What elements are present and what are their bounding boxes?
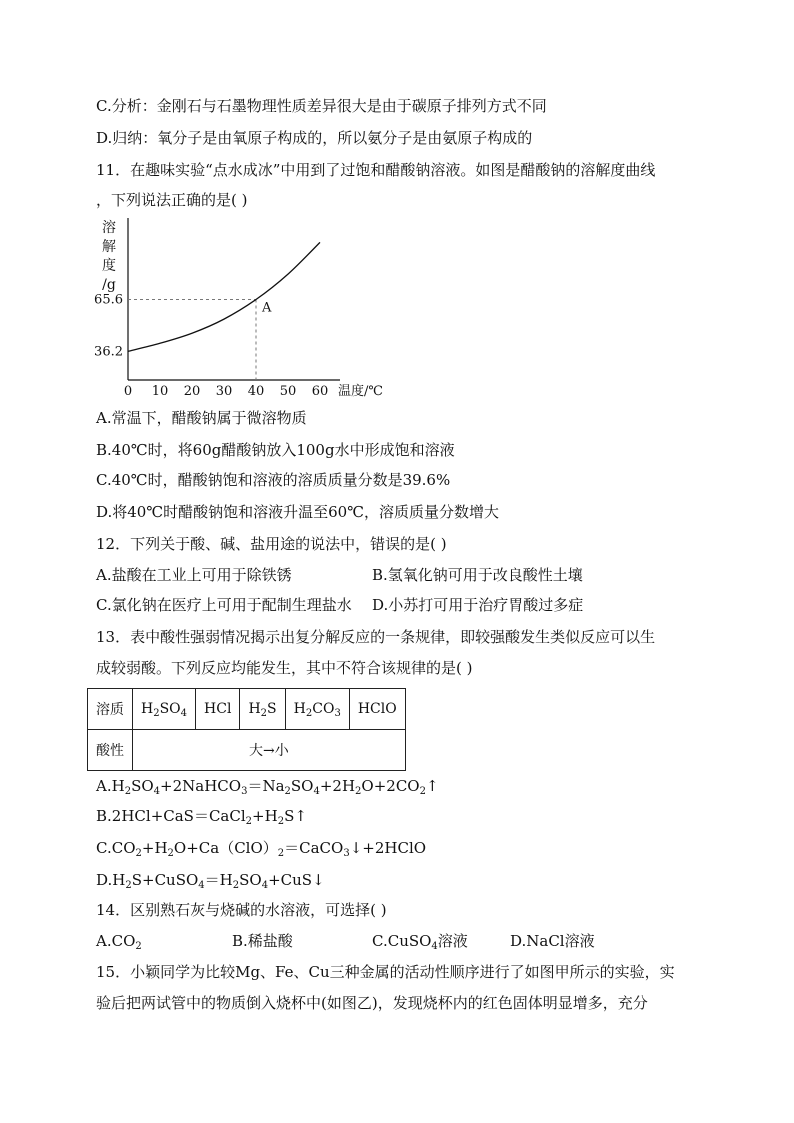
q15-stem-line2: 验后把两试管中的物质倒入烧杯中(如图乙)，发现烧杯内的红色固体明显增多，充分 — [96, 994, 648, 1012]
q13-stem-line1: 13．表中酸性强弱情况揭示出复分解反应的一条规律，即较强酸发生类似反应可以生 — [96, 628, 656, 646]
q14-option-d: D.NaCl溶液 — [510, 932, 595, 950]
q12-option-d: D.小苏打可用于治疗胃酸过多症 — [372, 596, 584, 614]
x-tick-label: 60 — [311, 384, 329, 399]
q13-option-b: $B.2HCl+CaS=CaCl_2+H_2S↑$ — [96, 807, 307, 827]
q14-option-a: $A.CO_2$ — [96, 932, 142, 952]
acidity-trend: 大→小 — [133, 730, 406, 771]
y-tick-label: 36.2 — [94, 344, 123, 360]
point-a-label: A — [262, 300, 272, 316]
chart-labels — [94, 219, 383, 399]
acid-cell-hcl: HCl — [196, 689, 240, 730]
q10-option-d: D.归纳：氧分子是由氧原子构成的，所以氨分子是由氨原子构成的 — [96, 129, 533, 147]
q10-option-c: C.分析：金刚石与石墨物理性质差异很大是由于碳原子排列方式不同 — [96, 97, 547, 115]
q14-option-c: C.CuSO$_4$溶液 — [372, 932, 468, 952]
q11-option-b: B.40℃时，将60g醋酸钠放入100g水中形成饱和溶液 — [96, 441, 455, 459]
acid-cell-h2s: $H_2S$ — [240, 689, 285, 730]
x-tick-label: 0 — [123, 384, 133, 399]
y-tick-label: 65.6 — [94, 292, 123, 308]
q12-option-a: A.盐酸在工业上可用于除铁锈 — [96, 566, 292, 584]
row-label-acidity: 酸性 — [88, 730, 133, 771]
q13-option-c: $C.CO_2+H_2O+Ca(ClO)_2=CaCO_3↓+2HClO$ — [96, 839, 427, 859]
x-tick-label: 30 — [215, 384, 233, 399]
q11-option-d: D.将40℃时醋酸钠饱和溶液升温至60℃，溶质质量分数增大 — [96, 503, 499, 521]
q11-option-c: C.40℃时，醋酸钠饱和溶液的溶质质量分数是39.6% — [96, 471, 451, 489]
acid-cell-h2co3: $H_2CO_3$ — [285, 689, 349, 730]
table-row-solute — [88, 689, 406, 730]
q12-stem: 12．下列关于酸、碱、盐用途的说法中，错误的是( ) — [96, 535, 447, 553]
q15-stem-line1: 15．小颖同学为比较Mg、Fe、Cu三种金属的活动性顺序进行了如图甲所示的实验，实 — [96, 963, 675, 981]
x-tick-label: 20 — [183, 384, 201, 399]
q11-option-a: A.常温下，醋酸钠属于微溶物质 — [96, 409, 307, 427]
q14-option-b: B.稀盐酸 — [232, 932, 293, 950]
y-axis-label-char: 解 — [102, 239, 116, 255]
q11-stem-line2: ，下列说法正确的是( ) — [96, 191, 248, 209]
table-row-acidity — [88, 730, 406, 771]
q13-stem-line2: 成较弱酸。下列反应均能发生，其中不符合该规律的是( ) — [96, 659, 473, 677]
acid-cell-h2so4: $H_2SO_4$ — [133, 689, 196, 730]
row-label-solute: 溶质 — [88, 689, 133, 730]
acid-strength-table — [87, 688, 406, 771]
solubility-curve-chart — [92, 212, 383, 408]
x-tick-label: 50 — [279, 384, 297, 399]
y-axis-label-char: 溶 — [102, 220, 116, 236]
chart-series — [128, 242, 320, 380]
y-axis-label-char: /g — [102, 277, 116, 293]
acid-cell-hclo: HClO — [349, 689, 405, 730]
x-tick-label: 40 — [247, 384, 265, 399]
solubility-curve-line — [128, 242, 320, 351]
x-axis-label: 温度/℃ — [338, 384, 383, 399]
q13-option-d: $D.H_2S+CuSO_4=H_2SO_4+CuS↓$ — [96, 871, 325, 891]
q11-stem-line1: 11．在趣味实验“点水成冰”中用到了过饱和醋酸钠溶液。如图是醋酸钠的溶解度曲线 — [96, 161, 656, 179]
y-axis-label-char: 度 — [102, 258, 116, 274]
q12-option-c: C.氯化钠在医疗上可用于配制生理盐水 — [96, 596, 352, 614]
q13-option-a: $A.H_2SO_4+2NaHCO_3=Na_2SO_4+2H_2O+2CO_2↑$ — [96, 777, 439, 797]
q14-stem: 14．区别熟石灰与烧碱的水溶液，可选择( ) — [96, 901, 387, 919]
chart-axes — [128, 218, 340, 380]
q12-option-b: B.氢氧化钠可用于改良酸性土壤 — [372, 566, 583, 584]
x-tick-label: 10 — [151, 384, 169, 399]
